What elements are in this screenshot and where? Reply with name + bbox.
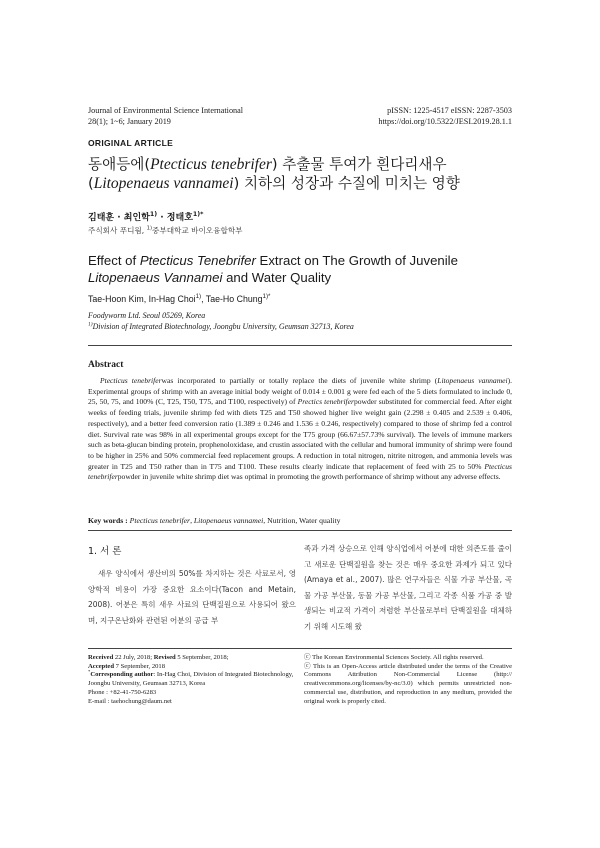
english-title [88,252,528,286]
doi-link[interactable]: https://doi.org/10.5322/JESI.2019.28.1.1 [378,116,512,126]
affiliation-text: Division of Integrated Biotechnology, Joongbu University, Geumsan 32713, Korea [92,322,354,331]
divider [88,530,512,531]
english-author-names: Tae-Hoon Kim, In-Hag Choi [88,294,196,304]
korean-title [88,155,518,193]
affiliation-mark: 1) [88,321,93,328]
english-title-text: and Water Quality [222,270,332,285]
author-affiliation-mark: 1) [149,211,158,218]
introduction-paragraph: 새우 양식에서 생산비의 50%를 차지하는 것은 사료로서, 영양학적 비용이 가장 중요한 요소이다(Tacon and Metain, 2008). 어분은 특히 새우 사료의 단백질원으로 사용되어 왔으며, 지구온난화와 관련된 어분의 공급 부 [88,569,296,625]
english-authors [88,294,270,304]
korean-author-names: 김태훈 · 최인학 [88,213,150,223]
species-name: Ptecticus tenebrifer [88,461,512,482]
author-affiliation-mark: 1)* [262,293,271,301]
abstract-heading: Abstract [88,360,124,370]
corresponding-label: Corresponding author [90,671,154,679]
revised-date: 5 September, 2018; [175,654,229,661]
volume-info: 28(1); 1~6; January 2019 [88,116,171,126]
abstract-text: powder in juvenile white shrimp diet was optimal in promoting the growth performance of shrimp without any adverse effects. [117,472,501,482]
keyword-separator: , [190,516,194,525]
english-title-species: Litopenaeus Vannamei [88,270,223,285]
species-name: Prectics tenebrifer [297,397,354,407]
affiliation-mark: 1) [146,225,153,232]
keywords-label: Key words : [88,516,130,525]
email[interactable]: E-mail : taehochung@daum.net [88,697,172,705]
submission-dates [88,654,296,663]
english-title-species: Ptecticus Tenebrifer [139,253,256,268]
phone: Phone : +82-41-750-6283 [88,688,157,696]
species-name: Ptecticus tenebrifer [100,376,162,385]
journal-name: Journal of Environmental Science International [88,106,244,115]
section-heading-introduction: 1. 서 론 [88,546,122,557]
english-affiliation-2 [88,322,354,331]
journal-identifiers [252,106,512,127]
received-date: 22 July, 2018; [113,654,154,661]
english-title-text: Extract on The Growth of Juvenile [255,253,458,268]
introduction-column-right [304,541,512,635]
keyword: Litopenaeus vannamei [193,516,264,525]
korean-title-species: Litopenaeus vannamei [93,175,234,192]
corresponding-mark: * [88,669,91,675]
korean-authors [88,210,203,223]
english-title-text: Effect of [88,253,140,268]
english-author-names: , Tae-Ho Chung [201,294,263,304]
korean-title-species: Ptecticus tenebrifer [150,156,272,173]
introduction-column-left [88,566,296,628]
korean-title-line1 [88,155,518,174]
article-type-label: ORIGINAL ARTICLE [88,138,174,148]
korean-title-line2 [88,174,518,193]
accepted-label: Accepted [88,662,114,670]
korean-author-names: · 정태호 [157,213,193,223]
keywords [88,516,512,525]
korean-title-text: 동애등에( [88,156,151,173]
korean-affiliation [88,225,243,236]
affiliation-text: 주식회사 푸디웜, [88,226,147,235]
footnote-submission-info [88,654,296,706]
korean-title-text: ) 추출물 투여가 흰다리새우 [271,156,447,173]
abstract-text: powder substituted for commercial feed. After eight weeks of feeding trials, juvenile shrimp fed with diets T25 and T50 showed higher live weight gain (2.298 ± 0.405 and 2.539 ± 0.406, respectively), and a better feed conversion ratio (1.389 ± 0.246 and 1.536 ± 0.246, respectively) compared to those of shrimp fed a control diet. Survival rate was 98% in all experimental groups except for the T75 group (66.67±57.73% survival). The levels of immune markers such as beta-glucan binding protein, prophenoloxidase, and crustin associated with the cellular and humoral immunity of shrimp were found to be higher in 25% and 50% commercial feed replacement groups. A reduction in total nitrogen, nitrite nitrogen, and ammonia levels was greater in T25 and T50 rather than in T75 and T100. These results clearly indicate that replacement of feed with 25 to 50% [88,397,513,471]
revised-label: Revised [153,654,176,661]
abstract-text: ). Experimental groups of shrimp with an average initial body weight of 0.014 ± 0.001 g were fed each of the 5 diets formulated to include 0, 25, 50, 75, and 100% (C, T25, T50, T75, and T100, respectively) of [88,376,512,407]
korean-title-text: ( [88,175,94,192]
species-name: Litopenaeus vannamei [437,376,508,385]
corresponding-text: : In-Hag Choi, Division of Integrated Biotechnology, Joongbu University, Geumsan 32713, Korea [88,671,294,688]
affiliation-text: 중부대학교 바이오융합학부 [152,226,243,235]
divider [88,345,512,346]
keyword: Ptecticus tenebrifer [129,516,191,525]
korean-title-text: ) 치하의 성장과 수질에 미치는 영향 [233,175,460,192]
footnote-license [304,654,512,706]
issn: pISSN: 1225-4517 eISSN: 2287-3503 [387,106,512,115]
author-affiliation-mark: 1)* [192,211,204,218]
introduction-paragraph: 족과 가격 상승으로 인해 양식업에서 어분에 대한 의존도를 줄이고 새로운 단백질원을 찾는 것은 매우 중요한 과제가 되고 있다(Amaya et al., 2007). 많은 연구자들은 식물 가공 부산물, 곡물 가공 부산물, 동물 가공 부산물, 그리고 각종 식품 가공 중 발생되는 비교적 가격이 저렴한 부산물로부터 단백질원을 대체하기 위해 시도해 왔 [304,544,512,631]
license-notice: ⓒ This is an Open-Access article distributed under the terms of the Creative Commons Attribution Non-Commercial License (http:// creativecommons.org/licenses/by-nc/3.0) which permits unrestricted non-commercial use, distribution, and reproduction in any medium, provided the original work is properly cited. [304,662,512,705]
footnote-divider [88,648,512,649]
accepted-date: 7 September, 2018 [114,662,166,670]
author-affiliation-mark: 1) [195,293,202,301]
english-affiliation-1: Foodyworm Ltd. Seoul 05269, Korea [88,311,206,320]
corresponding-author [88,671,296,688]
received-label: Received [88,654,114,661]
abstract-body [88,376,512,483]
keyword: , Nutrition, Water quality [263,516,341,525]
copyright-notice: ⓒ The Korean Environmental Sciences Society. All rights reserved. [304,654,484,661]
abstract-text: was incorporated to partially or totally replace the diets of juvenile white shrimp ( [161,376,438,385]
